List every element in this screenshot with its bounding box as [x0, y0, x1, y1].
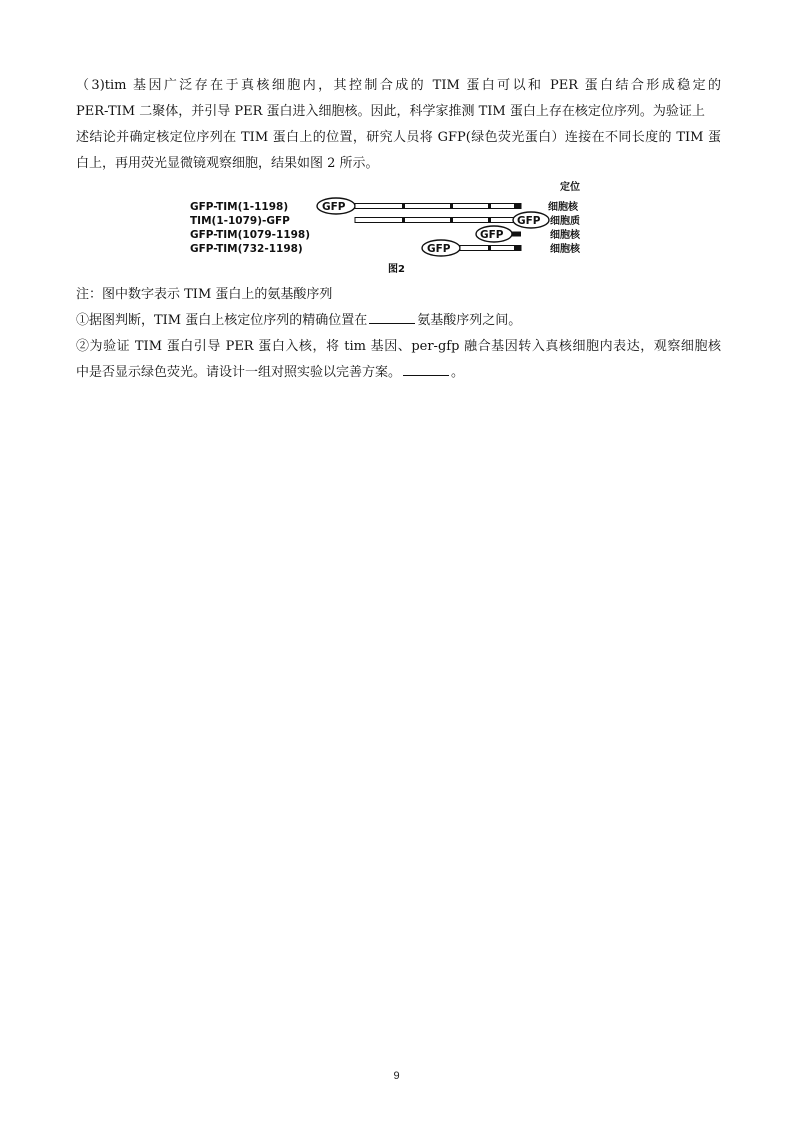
- construct-label-1: GFP-TIM(1-1198): [190, 201, 289, 213]
- gfp-text-2: GFP: [517, 215, 541, 227]
- sub-question-1: [76, 308, 721, 334]
- tim-bar-1: [355, 204, 521, 209]
- location-2: 细胞质: [550, 216, 580, 227]
- location-3: 细胞核: [550, 230, 580, 241]
- location-header: 定位: [560, 182, 580, 193]
- q2-text-before: 中是否显示绿色荧光。请设计一组对照实验以完善方案。: [76, 365, 402, 380]
- intro-line-1: （3)tim 基因广泛存在于真核细胞内，其控制合成的 TIM 蛋白可以和 PER 蛋白结合形成稳定的: [76, 78, 721, 93]
- construct-label-2: TIM(1-1079)-GFP: [190, 215, 290, 227]
- intro-line-4: 白上，再用荧光显微镜观察细胞，结果如图 2 所示。: [76, 156, 379, 171]
- page-number: 9: [393, 1070, 400, 1082]
- answer-blank-1[interactable]: [369, 311, 415, 324]
- tim-bar-3: [512, 232, 521, 237]
- q1-text-after: 氨基酸序列之间。: [417, 313, 522, 328]
- intro-line-3: 述结论并确定核定位序列在 TIM 蛋白上的位置，研究人员将 GFP(绿色荧光蛋白）连接在不同长度的 TIM 蛋: [76, 130, 721, 145]
- q2-text-after: 。: [451, 365, 465, 380]
- q1-text-before: ①据图判断，TIM 蛋白上核定位序列的精确位置在: [76, 313, 368, 328]
- gfp-text-4: GFP: [427, 243, 451, 255]
- figure-note: 注：图中数字表示 TIM 蛋白上的氨基酸序列: [76, 287, 333, 302]
- figure-caption: 图2: [388, 264, 405, 275]
- q2-line-1: ②为验证 TIM 蛋白引导 PER 蛋白入核，将 tim 基因、per-gfp 融合基因转入真核细胞内表达，观察细胞核: [76, 339, 721, 354]
- construct-label-3: GFP-TIM(1079-1198): [190, 229, 311, 241]
- answer-blank-2[interactable]: [403, 363, 449, 376]
- gfp-text-3: GFP: [480, 229, 504, 241]
- q2-line-2: [76, 360, 721, 386]
- figure-2: [188, 180, 606, 276]
- gfp-text-1: GFP: [322, 201, 346, 213]
- question-intro: [76, 73, 721, 177]
- intro-line-2: PER-TIM 二聚体，并引导 PER 蛋白进入细胞核。因此，科学家推测 TIM 蛋白上存在核定位序列。为验证上: [76, 104, 705, 119]
- construct-label-4: GFP-TIM(732-1198): [190, 243, 303, 255]
- construct-diagram: [188, 180, 606, 276]
- location-1: 细胞核: [548, 202, 578, 213]
- location-4: 细胞核: [550, 244, 580, 255]
- sub-question-2: [76, 334, 721, 386]
